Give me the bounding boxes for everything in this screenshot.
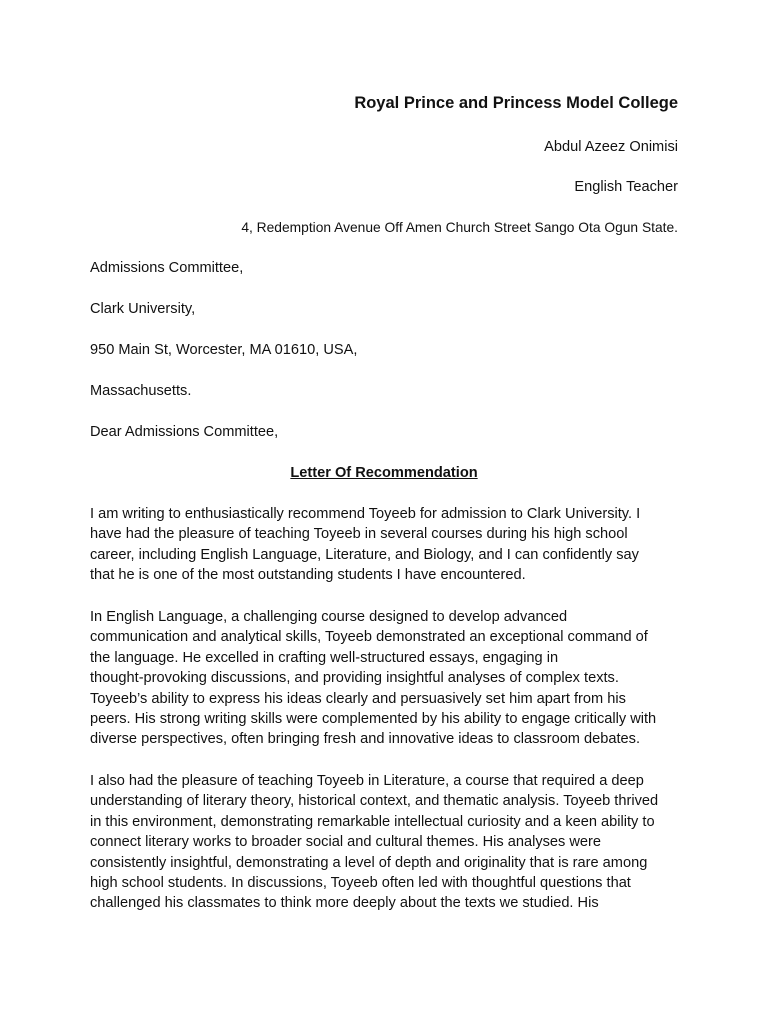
school-name: Royal Prince and Princess Model College	[354, 94, 678, 112]
paragraph-line: I also had the pleasure of teaching Toyeeb in Literature, a course that required a deep	[90, 773, 644, 789]
letter-page	[90, 0, 678, 1024]
paragraph-line: I am writing to enthusiastically recommend Toyeeb for admission to Clark University. I	[90, 506, 641, 522]
paragraph-literature	[90, 771, 678, 914]
paragraph-line: understanding of literary theory, historical context, and thematic analysis. Toyeeb thrived	[90, 793, 659, 810]
recipient-line-state: Massachusetts.	[90, 383, 192, 399]
paragraph-line: career, including English Language, Literature, and Biology, and I can confidently say	[90, 546, 639, 563]
paragraph-line: Toyeeb’s ability to express his ideas clearly and persuasively set him apart from his	[90, 690, 626, 707]
paragraph-line: connect literary works to broader social and cultural themes. His analyses were	[90, 834, 602, 851]
paragraph-line: high school students. In discussions, Toyeeb often led with thoughtful questions that	[90, 875, 631, 892]
paragraph-line: the language. He excelled in crafting well-structured essays, engaging in	[90, 649, 559, 666]
paragraph-line: In English Language, a challenging course designed to develop advanced	[90, 609, 568, 625]
paragraph-line: consistently insightful, demonstrating a level of depth and originality that is rare among	[90, 854, 648, 871]
letter-subject: Letter Of Recommendation	[290, 465, 478, 481]
sender-address: 4, Redemption Avenue Off Amen Church Street Sango Ota Ogun State.	[241, 220, 678, 235]
paragraph-line: peers. His strong writing skills were complemented by his ability to engage critically with	[90, 711, 657, 728]
salutation: Dear Admissions Committee,	[90, 424, 279, 440]
recipient-line-street: 950 Main St, Worcester, MA 01610, USA,	[90, 342, 358, 358]
paragraph-intro	[90, 504, 678, 586]
sender-name: Abdul Azeez Onimisi	[544, 139, 678, 155]
paragraph-line: communication and analytical skills, Toyeeb demonstrated an exceptional command of	[90, 629, 648, 646]
recipient-line-committee: Admissions Committee,	[90, 260, 244, 276]
recipient-line-university: Clark University,	[90, 301, 196, 317]
paragraph-line: have had the pleasure of teaching Toyeeb in several courses during his high school	[90, 526, 628, 543]
paragraph-line: in this environment, demonstrating remarkable intellectual curiosity and a keen ability to	[90, 813, 655, 830]
paragraph-line: diverse perspectives, often bringing fresh and innovative ideas to classroom debates.	[90, 731, 641, 748]
paragraph-english-language	[90, 607, 678, 750]
sender-role: English Teacher	[574, 179, 678, 195]
paragraph-line: challenged his classmates to think more deeply about the texts we studied. His	[90, 895, 599, 912]
paragraph-line: thought-provoking discussions, and providing insightful analyses of complex texts.	[90, 670, 619, 687]
paragraph-line: that he is one of the most outstanding students I have encountered.	[90, 567, 526, 584]
